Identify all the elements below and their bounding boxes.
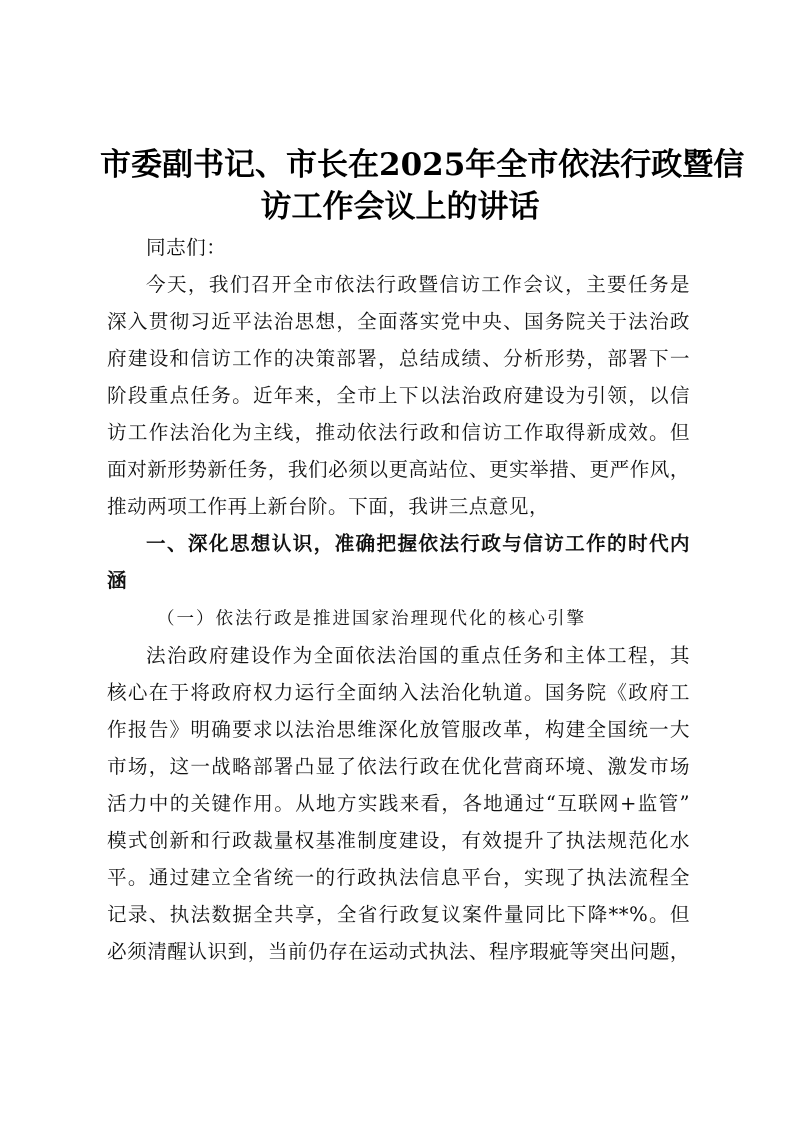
document-title-line-1: 市委副书记、市长在2025年全市依法行政暨信 (100, 147, 745, 183)
subsection-heading: （一）依法行政是推进国家治理现代化的核心引擎 (157, 609, 586, 629)
body-line: 市场，这一战略部署凸显了依法行政在优化营商环境、激发市场 (107, 755, 690, 778)
body-line: 模式创新和行政裁量权基准制度建设，有效提升了执法规范化水 (107, 829, 690, 852)
salutation: 同志们： (146, 236, 227, 259)
body-line: 必须清醒认识到，当前仍存在运动式执法、程序瑕疵等突出问题， (107, 940, 690, 963)
intro-line: 推动两项工作再上新台阶。下面，我讲三点意见， (107, 495, 550, 518)
intro-line: 深入贯彻习近平法治思想，全面落实党中央、国务院关于法治政 (107, 310, 690, 333)
intro-line: 府建设和信访工作的决策部署，总结成绩、分析形势，部署下一 (107, 347, 690, 370)
body-line: 活力中的关键作用。从地方实践来看，各地通过“互联网+监管” (107, 792, 690, 815)
body-line: 平。通过建立全省统一的行政执法信息平台，实现了执法流程全 (107, 866, 690, 889)
section-heading-line-2: 涵 (107, 569, 128, 592)
intro-line: 面对新形势新任务，我们必须以更高站位、更实举措、更严作风， (107, 458, 690, 481)
intro-line: 访工作法治化为主线，推动依法行政和信访工作取得新成效。但 (107, 421, 690, 444)
body-line: 法治政府建设作为全面依法治国的重点任务和主体工程，其 (146, 644, 690, 667)
body-line: 核心在于将政府权力运行全面纳入法治化轨道。国务院《政府工 (107, 681, 690, 704)
body-line: 记录、执法数据全共享，全省行政复议案件量同比下降**%。但 (107, 903, 690, 926)
section-heading-line-1: 一、深化思想认识，准确把握依法行政与信访工作的时代内 (146, 532, 690, 555)
document-title-line-2: 访工作会议上的讲话 (260, 189, 540, 225)
intro-line: 今天，我们召开全市依法行政暨信访工作会议，主要任务是 (146, 273, 690, 296)
intro-line: 阶段重点任务。近年来，全市上下以法治政府建设为引领，以信 (107, 384, 690, 407)
body-line: 作报告》明确要求以法治思维深化放管服改革，构建全国统一大 (107, 718, 690, 741)
